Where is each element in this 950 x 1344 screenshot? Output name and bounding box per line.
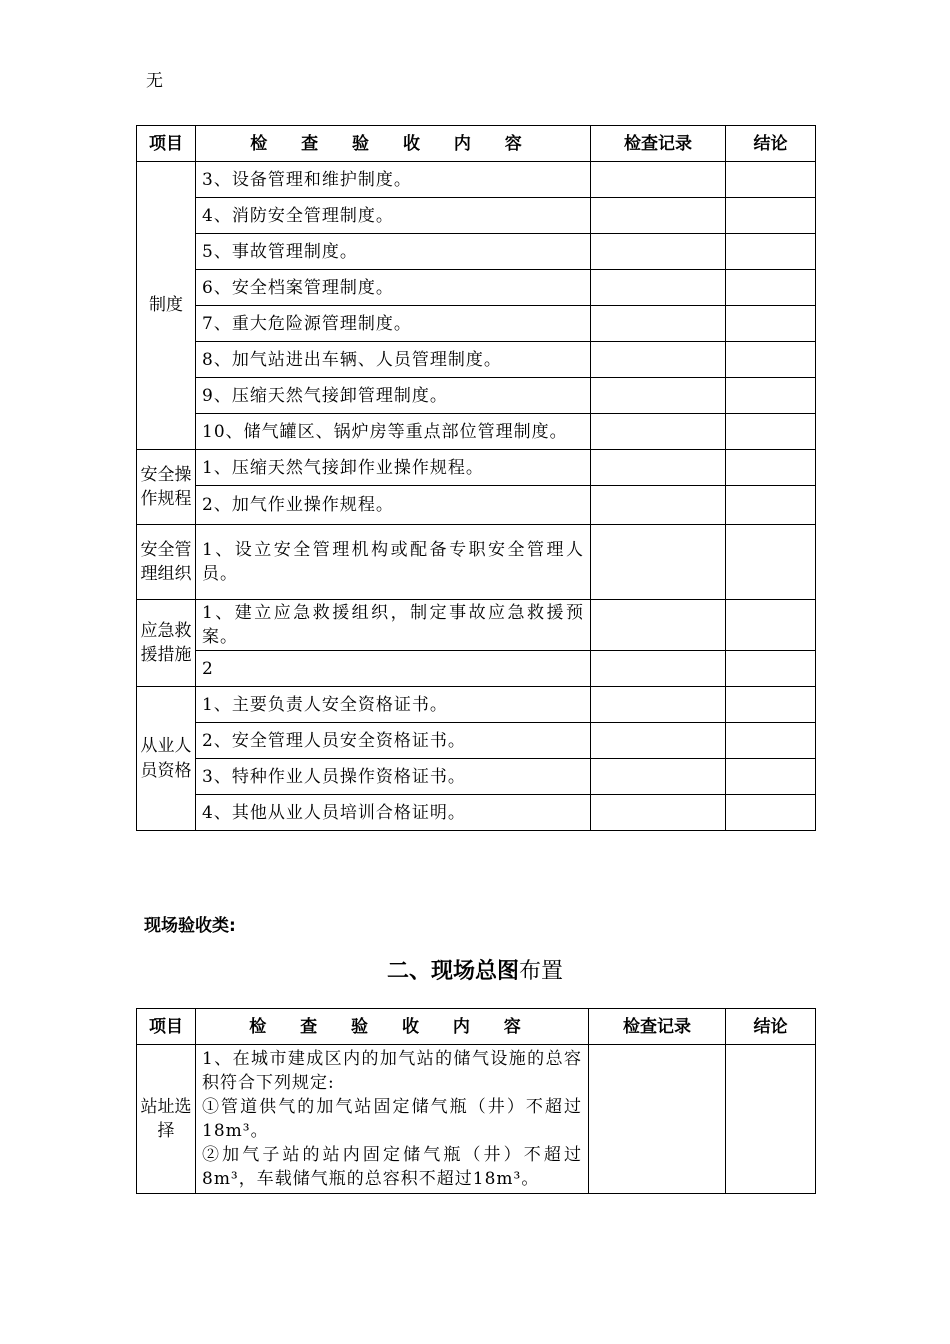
- section-label: 现场验收类:: [144, 916, 236, 936]
- record-cell[interactable]: [591, 414, 726, 450]
- table-row-content: 2、加气作业操作规程。: [196, 486, 591, 525]
- record-cell[interactable]: [591, 687, 726, 723]
- conclusion-cell[interactable]: [726, 1045, 816, 1194]
- table-row-content: 8、加气站进出车辆、人员管理制度。: [196, 342, 591, 378]
- conclusion-cell[interactable]: [726, 486, 816, 525]
- record-cell[interactable]: [591, 234, 726, 270]
- record-cell[interactable]: [591, 342, 726, 378]
- record-cell[interactable]: [591, 198, 726, 234]
- category-cell: 安全操作规程: [137, 450, 196, 525]
- record-cell[interactable]: [591, 759, 726, 795]
- category-cell: 安全管理组织: [137, 525, 196, 600]
- conclusion-cell[interactable]: [726, 525, 816, 600]
- conclusion-cell[interactable]: [726, 342, 816, 378]
- header-conclusion: 结论: [726, 126, 816, 162]
- category-cell: 应急救援措施: [137, 600, 196, 687]
- header-record: 检查记录: [589, 1009, 726, 1045]
- table-row-content: [196, 1045, 589, 1194]
- conclusion-cell[interactable]: [726, 306, 816, 342]
- record-cell[interactable]: [591, 306, 726, 342]
- record-cell[interactable]: [591, 162, 726, 198]
- table-row-content: 4、其他从业人员培训合格证明。: [196, 795, 591, 831]
- conclusion-cell[interactable]: [726, 723, 816, 759]
- header-record: 检查记录: [591, 126, 726, 162]
- record-cell[interactable]: [591, 525, 726, 600]
- record-cell[interactable]: [591, 486, 726, 525]
- content-line: ①管道供气的加气站固定储气瓶（井）不超过18m³。: [202, 1097, 582, 1141]
- inspection-table-1: [136, 125, 816, 831]
- conclusion-cell[interactable]: [726, 270, 816, 306]
- table-row-content: 7、重大危险源管理制度。: [196, 306, 591, 342]
- conclusion-cell[interactable]: [726, 450, 816, 486]
- record-cell[interactable]: [591, 270, 726, 306]
- section-title-normal: 布置: [519, 959, 564, 984]
- category-cell: 制度: [137, 162, 196, 450]
- header-content: 检 查 验 收 内 容: [196, 1009, 589, 1045]
- table-row-content: 9、压缩天然气接卸管理制度。: [196, 378, 591, 414]
- conclusion-cell[interactable]: [726, 234, 816, 270]
- content-line: 1、在城市建成区内的加气站的储气设施的总容积符合下列规定:: [202, 1049, 582, 1093]
- record-cell[interactable]: [591, 723, 726, 759]
- header-item: 项目: [137, 126, 196, 162]
- conclusion-cell[interactable]: [726, 759, 816, 795]
- header-content: 检 查 验 收 内 容: [196, 126, 591, 162]
- table-row-content: 1、设立安全管理机构或配备专职安全管理人员。: [196, 525, 591, 600]
- record-cell[interactable]: [591, 450, 726, 486]
- conclusion-cell[interactable]: [726, 378, 816, 414]
- table-row-content: 3、特种作业人员操作资格证书。: [196, 759, 591, 795]
- table-row-content: 10、储气罐区、锅炉房等重点部位管理制度。: [196, 414, 591, 450]
- record-cell[interactable]: [591, 600, 726, 651]
- table-row-content: 6、安全档案管理制度。: [196, 270, 591, 306]
- table-row-content: 1、压缩天然气接卸作业操作规程。: [196, 450, 591, 486]
- record-cell[interactable]: [591, 378, 726, 414]
- record-cell[interactable]: [589, 1045, 726, 1194]
- table-row-content: 4、消防安全管理制度。: [196, 198, 591, 234]
- conclusion-cell[interactable]: [726, 414, 816, 450]
- section-title: [0, 954, 950, 985]
- record-cell[interactable]: [591, 795, 726, 831]
- inspection-table-2: [136, 1008, 816, 1194]
- table-row-content: 2: [196, 651, 591, 687]
- table-row-content: 2、安全管理人员安全资格证书。: [196, 723, 591, 759]
- table-row-content: 1、建立应急救援组织，制定事故应急救援预案。: [196, 600, 591, 651]
- conclusion-cell[interactable]: [726, 162, 816, 198]
- conclusion-cell[interactable]: [726, 198, 816, 234]
- record-cell[interactable]: [591, 651, 726, 687]
- header-conclusion: 结论: [726, 1009, 816, 1045]
- table-row-content: 1、主要负责人安全资格证书。: [196, 687, 591, 723]
- conclusion-cell[interactable]: [726, 600, 816, 651]
- table-row-content: 3、设备管理和维护制度。: [196, 162, 591, 198]
- category-cell: 站址选择: [137, 1045, 196, 1194]
- conclusion-cell[interactable]: [726, 795, 816, 831]
- conclusion-cell[interactable]: [726, 651, 816, 687]
- header-item: 项目: [137, 1009, 196, 1045]
- category-cell: 从业人员资格: [137, 687, 196, 831]
- top-note: 无: [146, 71, 163, 91]
- table-row-content: 5、事故管理制度。: [196, 234, 591, 270]
- conclusion-cell[interactable]: [726, 687, 816, 723]
- content-line: ②加气子站的站内固定储气瓶（井）不超过8m³，车载储气瓶的总容积不超过18m³。: [202, 1145, 582, 1189]
- section-title-bold: 二、现场总图: [386, 959, 519, 984]
